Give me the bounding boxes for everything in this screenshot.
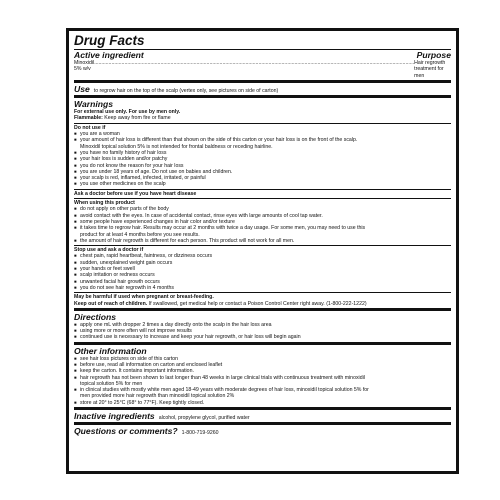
list-item: ■ before use, read all information on carton and enclosed leaflet — [74, 361, 223, 368]
list-item: ■ you do not see hair regrowth in 4 months — [74, 284, 175, 291]
list-item: ■ your scalp is red, inflamed, infected, irritated, or painful — [74, 175, 206, 182]
questions-section — [74, 426, 451, 436]
list-item: ■ some people have experienced changes in hair color and/or texture — [74, 218, 235, 225]
active-ingredient-row — [74, 60, 451, 79]
reach-of-children-row — [74, 301, 451, 307]
use-heading: Use — [74, 83, 90, 94]
divider — [74, 80, 451, 83]
divider — [74, 198, 451, 199]
do-not-use-heading: Do not use if — [74, 124, 106, 131]
list-item: ■ it takes time to regrow hair. Results may occur at 2 months with twice a day usage. For some men, you may need to use this — [74, 225, 366, 232]
list-item: ■ you use other medicines on the scalp — [74, 181, 166, 188]
list-item: ■ hair regrowth has not been shown to last longer than 48 weeks in large clinical trials with continuous treatment with minoxidil — [74, 374, 365, 381]
external-use-text: For external use only. For use by men only. — [74, 109, 181, 116]
list-item: ■ you are a woman — [74, 131, 120, 138]
questions-heading: Questions or comments? — [74, 426, 178, 437]
list-item: ■ the amount of hair regrowth is different for each person. This product will not work for all men. — [74, 237, 295, 244]
list-item: ■ scalp irritation or redness occurs — [74, 272, 155, 279]
list-item: ■ your amount of hair loss is different than that shown on the side of this carton or your hair loss is on the front of the scalp. — [74, 137, 358, 144]
list-item: ■ you have no family history of hair loss — [74, 149, 167, 156]
list-item: ■ in clinical studies with mostly white men aged 18-49 years with moderate degrees of hair loss, minoxidil topical solution 5% for — [74, 387, 369, 394]
divider — [74, 308, 451, 311]
list-item: ■ see hair loss pictures on side of this carton — [74, 355, 179, 362]
purpose-text: Hair regrowth treatment for men — [414, 60, 446, 79]
list-item: ■ continued use is necessary to increase and keep your hair regrowth, or hair loss will begin again — [74, 334, 301, 341]
pregnancy-warning: May be harmful if used when pregnant or breast-feeding. — [74, 294, 214, 301]
list-item-continuation: topical solution 5% for men — [80, 380, 143, 387]
divider — [74, 292, 451, 293]
ingredient-name: Minoxidil 5% w/v — [74, 60, 95, 73]
stop-use-heading: Stop use and ask a doctor if — [74, 247, 144, 254]
divider — [74, 422, 451, 425]
reach-of-children-label: Keep out of reach of children. — [74, 300, 148, 307]
list-item: ■ chest pain, rapid heartbeat, faintness, or dizziness occurs — [74, 253, 213, 260]
divider — [74, 95, 451, 98]
divider — [74, 189, 451, 190]
questions-phone: 1-800-719-9260 — [181, 430, 219, 437]
list-item: ■ sudden, unexplained weight gain occurs — [74, 259, 173, 266]
list-item: ■ avoid contact with the eyes. In case of accidental contact, rinse eyes with large amounts of cool tap water. — [74, 212, 323, 219]
list-item-continuation: product for at least 4 months before you see results. — [80, 231, 200, 238]
purpose-heading: Purpose — [416, 50, 451, 60]
reach-of-children-text: If swallowed, get medical help or contact a Poison Control Center right away. (1-800-222-1222) — [148, 300, 367, 307]
inactive-ingredients-text: alcohol, propylene glycol, purified water — [158, 415, 250, 422]
divider — [74, 245, 451, 246]
divider — [74, 123, 451, 124]
list-item: ■ keep the carton. It contains important information. — [74, 368, 194, 375]
flammable-row — [74, 115, 451, 121]
flammable-text: Keep away from fire or flame — [104, 115, 171, 122]
list-item-continuation: men provided more hair regrowth than minoxidil topical solution 2% — [80, 393, 235, 400]
leader-dots: .............................................................................................................................................................................................................................. — [94, 60, 415, 66]
inactive-ingredients-section — [74, 411, 451, 421]
divider — [74, 342, 451, 345]
list-item: ■ unwanted facial hair growth occurs — [74, 278, 160, 285]
drug-facts-title: Drug Facts — [74, 33, 145, 48]
list-item: ■ apply one mL with dropper 2 times a day directly onto the scalp in the hair loss area — [74, 321, 272, 328]
active-ingredient-header — [74, 50, 451, 60]
drug-facts-panel — [66, 28, 459, 474]
directions-heading: Directions — [74, 311, 117, 322]
list-item: ■ your hair loss is sudden and/or patchy — [74, 156, 168, 163]
warnings-heading: Warnings — [74, 99, 113, 110]
list-item: ■ you are under 18 years of age. Do not use on babies and children. — [74, 168, 233, 175]
other-information-heading: Other information — [74, 345, 147, 356]
when-using-heading: When using this product — [74, 200, 135, 207]
ask-doctor-text: Ask a doctor before use if you have heart disease — [74, 190, 197, 197]
inactive-ingredients-heading: Inactive ingredients — [74, 411, 155, 422]
flammable-label: Flammable: — [74, 115, 103, 122]
list-item: ■ do not apply on other parts of the body — [74, 206, 169, 213]
list-item: ■ using more or more often will not improve results — [74, 328, 192, 335]
active-ingredient-heading: Active ingredient — [74, 50, 144, 60]
use-text: to regrow hair on the top of the scalp (vertex only, see pictures on side of carton) — [93, 87, 279, 94]
divider — [74, 407, 451, 410]
list-item-continuation: Minoxidil topical solution 5% is not intended for frontal baldness or receding hairline. — [80, 143, 273, 150]
use-section — [74, 84, 451, 94]
list-item: ■ store at 20° to 25°C (68° to 77°F). Keep tightly closed. — [74, 399, 205, 406]
list-item: ■ you do not know the reason for your hair loss — [74, 162, 184, 169]
list-item: ■ your hands or feet swell — [74, 266, 135, 273]
